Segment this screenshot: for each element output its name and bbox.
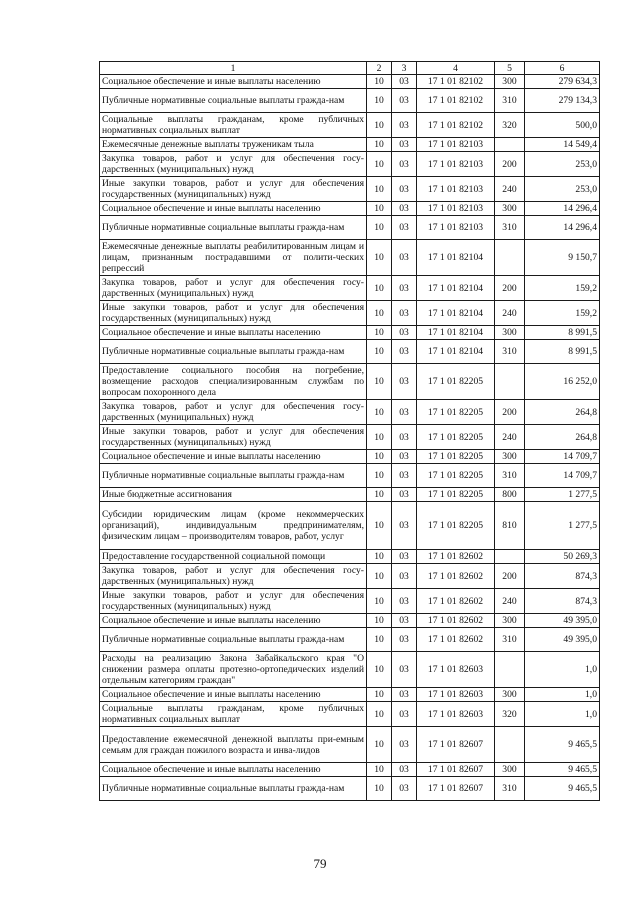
expense-type-cell: 200: [495, 400, 525, 425]
table-row: [100, 138, 600, 152]
row-name-cell: Субсидии юридическим лицам (кроме некоммерческих организаций), индивидуальным предпринимателям, физическим лицам – производителям товаров, работ, услуг: [100, 502, 367, 550]
section-cell: 10: [367, 464, 392, 488]
table-row: [100, 702, 600, 727]
table-row: [100, 488, 600, 502]
table-row: [100, 276, 600, 301]
expense-type-cell: 310: [495, 216, 525, 240]
expense-type-cell: 240: [495, 589, 525, 614]
table-row: [100, 550, 600, 564]
subsection-cell: 03: [392, 628, 417, 652]
page-number: 79: [313, 856, 327, 871]
row-name-cell: Закупка товаров, работ и услуг для обеспечения госу-дарственных (муниципальных) нужд: [100, 564, 367, 589]
target-article-cell: 17 1 01 82205: [417, 400, 495, 425]
row-name-cell: Иные закупки товаров, работ и услуг для обеспечения государственных (муниципальных) нужд: [100, 177, 367, 202]
expense-type-cell: 240: [495, 425, 525, 450]
row-name-cell: Публичные нормативные социальные выплаты гражда-нам: [100, 464, 367, 488]
target-article-cell: 17 1 01 82103: [417, 177, 495, 202]
table-row: [100, 177, 600, 202]
row-name-cell: Ежемесячные денежные выплаты труженикам тыла: [100, 138, 367, 152]
expense-type-cell: 240: [495, 301, 525, 326]
row-name-cell: Закупка товаров, работ и услуг для обеспечения госу-дарственных (муниципальных) нужд: [100, 276, 367, 301]
section-cell: 10: [367, 177, 392, 202]
subsection-cell: 03: [392, 450, 417, 464]
target-article-cell: 17 1 01 82104: [417, 340, 495, 364]
subsection-cell: 03: [392, 502, 417, 550]
expense-type-cell: 300: [495, 614, 525, 628]
expense-type-cell: 800: [495, 488, 525, 502]
target-article-cell: 17 1 01 82102: [417, 89, 495, 113]
amount-cell: 14 296,4: [525, 216, 600, 240]
section-cell: 10: [367, 89, 392, 113]
expense-type-cell: 240: [495, 177, 525, 202]
expense-type-cell: 300: [495, 450, 525, 464]
target-article-cell: 17 1 01 82607: [417, 727, 495, 763]
amount-cell: 1,0: [525, 702, 600, 727]
amount-cell: 1 277,5: [525, 502, 600, 550]
subsection-cell: 03: [392, 702, 417, 727]
target-article-cell: 17 1 01 82602: [417, 614, 495, 628]
subsection-cell: 03: [392, 216, 417, 240]
expense-type-cell: 810: [495, 502, 525, 550]
target-article-cell: 17 1 01 82205: [417, 488, 495, 502]
section-cell: 10: [367, 400, 392, 425]
row-name-cell: Публичные нормативные социальные выплаты гражда-нам: [100, 216, 367, 240]
target-article-cell: 17 1 01 82603: [417, 702, 495, 727]
section-cell: 10: [367, 688, 392, 702]
expense-type-cell: 310: [495, 464, 525, 488]
row-name-cell: Социальное обеспечение и иные выплаты населению: [100, 326, 367, 340]
column-header: 3: [392, 62, 417, 75]
target-article-cell: 17 1 01 82205: [417, 450, 495, 464]
subsection-cell: 03: [392, 177, 417, 202]
section-cell: 10: [367, 113, 392, 138]
subsection-cell: 03: [392, 652, 417, 688]
target-article-cell: 17 1 01 82602: [417, 550, 495, 564]
table-row: [100, 450, 600, 464]
expense-type-cell: 310: [495, 777, 525, 801]
row-name-cell: Предоставление государственной социальной помощи: [100, 550, 367, 564]
table-row: [100, 301, 600, 326]
table-row: [100, 777, 600, 801]
subsection-cell: 03: [392, 340, 417, 364]
column-header: 2: [367, 62, 392, 75]
target-article-cell: 17 1 01 82602: [417, 589, 495, 614]
subsection-cell: 03: [392, 425, 417, 450]
subsection-cell: 03: [392, 550, 417, 564]
target-article-cell: 17 1 01 82205: [417, 364, 495, 400]
amount-cell: 9 465,5: [525, 777, 600, 801]
row-name-cell: Социальное обеспечение и иные выплаты населению: [100, 75, 367, 89]
section-cell: 10: [367, 502, 392, 550]
amount-cell: 8 991,5: [525, 340, 600, 364]
row-name-cell: Социальное обеспечение и иные выплаты населению: [100, 202, 367, 216]
section-cell: 10: [367, 777, 392, 801]
section-cell: 10: [367, 450, 392, 464]
subsection-cell: 03: [392, 589, 417, 614]
amount-cell: 9 465,5: [525, 763, 600, 777]
target-article-cell: 17 1 01 82603: [417, 688, 495, 702]
section-cell: 10: [367, 628, 392, 652]
subsection-cell: 03: [392, 400, 417, 425]
row-name-cell: Публичные нормативные социальные выплаты гражда-нам: [100, 777, 367, 801]
table-row: [100, 502, 600, 550]
subsection-cell: 03: [392, 75, 417, 89]
amount-cell: 159,2: [525, 276, 600, 301]
target-article-cell: 17 1 01 82104: [417, 326, 495, 340]
table-row: [100, 628, 600, 652]
expense-type-cell: 310: [495, 89, 525, 113]
section-cell: 10: [367, 364, 392, 400]
amount-cell: 49 395,0: [525, 628, 600, 652]
target-article-cell: 17 1 01 82103: [417, 152, 495, 177]
table-row: [100, 216, 600, 240]
table-row: [100, 340, 600, 364]
expense-type-cell: [495, 550, 525, 564]
section-cell: 10: [367, 589, 392, 614]
target-article-cell: 17 1 01 82104: [417, 301, 495, 326]
target-article-cell: 17 1 01 82103: [417, 138, 495, 152]
row-name-cell: Иные закупки товаров, работ и услуг для обеспечения государственных (муниципальных) нужд: [100, 425, 367, 450]
budget-table: [99, 61, 600, 801]
amount-cell: 1,0: [525, 688, 600, 702]
amount-cell: 14 709,7: [525, 464, 600, 488]
target-article-cell: 17 1 01 82102: [417, 75, 495, 89]
expense-type-cell: 320: [495, 702, 525, 727]
section-cell: 10: [367, 326, 392, 340]
table-row: [100, 240, 600, 276]
section-cell: 10: [367, 702, 392, 727]
amount-cell: 14 296,4: [525, 202, 600, 216]
amount-cell: 9 465,5: [525, 727, 600, 763]
expense-type-cell: 300: [495, 202, 525, 216]
target-article-cell: 17 1 01 82602: [417, 628, 495, 652]
expense-type-cell: [495, 364, 525, 400]
row-name-cell: Ежемесячные денежные выплаты реабилитированным лицам и лицам, признанным пострадавшими от полити-ческих репрессий: [100, 240, 367, 276]
expense-type-cell: 200: [495, 564, 525, 589]
subsection-cell: 03: [392, 464, 417, 488]
amount-cell: 279 134,3: [525, 89, 600, 113]
column-header: 1: [100, 62, 367, 75]
section-cell: 10: [367, 652, 392, 688]
expense-type-cell: 300: [495, 763, 525, 777]
target-article-cell: 17 1 01 82104: [417, 240, 495, 276]
subsection-cell: 03: [392, 763, 417, 777]
expense-type-cell: 320: [495, 113, 525, 138]
section-cell: 10: [367, 301, 392, 326]
row-name-cell: Предоставление социального пособия на погребение, возмещение расходов специализированным службам по вопросам похоронного дела: [100, 364, 367, 400]
section-cell: 10: [367, 564, 392, 589]
table-row: [100, 152, 600, 177]
expense-type-cell: 300: [495, 326, 525, 340]
row-name-cell: Социальные выплаты гражданам, кроме публичных нормативных социальных выплат: [100, 113, 367, 138]
expense-type-cell: [495, 138, 525, 152]
target-article-cell: 17 1 01 82205: [417, 464, 495, 488]
table-body: [100, 75, 600, 801]
table-row: [100, 614, 600, 628]
table-row: [100, 425, 600, 450]
column-header: 4: [417, 62, 495, 75]
row-name-cell: Публичные нормативные социальные выплаты гражда-нам: [100, 340, 367, 364]
row-name-cell: Публичные нормативные социальные выплаты гражда-нам: [100, 89, 367, 113]
amount-cell: 279 634,3: [525, 75, 600, 89]
expense-type-cell: 300: [495, 688, 525, 702]
subsection-cell: 03: [392, 777, 417, 801]
amount-cell: 49 395,0: [525, 614, 600, 628]
subsection-cell: 03: [392, 113, 417, 138]
table-row: [100, 464, 600, 488]
amount-cell: 14 549,4: [525, 138, 600, 152]
subsection-cell: 03: [392, 364, 417, 400]
target-article-cell: 17 1 01 82205: [417, 425, 495, 450]
target-article-cell: 17 1 01 82104: [417, 276, 495, 301]
target-article-cell: 17 1 01 82102: [417, 113, 495, 138]
amount-cell: 9 150,7: [525, 240, 600, 276]
subsection-cell: 03: [392, 688, 417, 702]
expense-type-cell: [495, 727, 525, 763]
amount-cell: 874,3: [525, 589, 600, 614]
target-article-cell: 17 1 01 82205: [417, 502, 495, 550]
amount-cell: 264,8: [525, 425, 600, 450]
table-row: [100, 400, 600, 425]
amount-cell: 159,2: [525, 301, 600, 326]
table-row: [100, 89, 600, 113]
target-article-cell: 17 1 01 82607: [417, 777, 495, 801]
row-name-cell: Социальное обеспечение и иные выплаты населению: [100, 614, 367, 628]
amount-cell: 1 277,5: [525, 488, 600, 502]
target-article-cell: 17 1 01 82602: [417, 564, 495, 589]
row-name-cell: Иные закупки товаров, работ и услуг для обеспечения государственных (муниципальных) нужд: [100, 301, 367, 326]
amount-cell: 1,0: [525, 652, 600, 688]
target-article-cell: 17 1 01 82103: [417, 216, 495, 240]
amount-cell: 16 252,0: [525, 364, 600, 400]
section-cell: 10: [367, 425, 392, 450]
section-cell: 10: [367, 216, 392, 240]
amount-cell: 8 991,5: [525, 326, 600, 340]
table-row: [100, 564, 600, 589]
amount-cell: 253,0: [525, 152, 600, 177]
subsection-cell: 03: [392, 276, 417, 301]
subsection-cell: 03: [392, 564, 417, 589]
section-cell: 10: [367, 138, 392, 152]
row-name-cell: Расходы на реализацию Закона Забайкальского края "О снижении размера оплаты протезно-ортопедических изделий отдельным категориям граждан": [100, 652, 367, 688]
section-cell: 10: [367, 152, 392, 177]
target-article-cell: 17 1 01 82103: [417, 202, 495, 216]
table-header-row: [100, 62, 600, 75]
expense-type-cell: 310: [495, 340, 525, 364]
table-row: [100, 75, 600, 89]
expense-type-cell: 310: [495, 628, 525, 652]
expense-type-cell: [495, 240, 525, 276]
subsection-cell: 03: [392, 301, 417, 326]
expense-type-cell: 200: [495, 276, 525, 301]
section-cell: 10: [367, 550, 392, 564]
table-row: [100, 364, 600, 400]
row-name-cell: Социальное обеспечение и иные выплаты населению: [100, 450, 367, 464]
amount-cell: 50 269,3: [525, 550, 600, 564]
section-cell: 10: [367, 75, 392, 89]
row-name-cell: Иные бюджетные ассигнования: [100, 488, 367, 502]
section-cell: 10: [367, 340, 392, 364]
column-header: 6: [525, 62, 600, 75]
table-row: [100, 202, 600, 216]
target-article-cell: 17 1 01 82607: [417, 763, 495, 777]
subsection-cell: 03: [392, 138, 417, 152]
row-name-cell: Предоставление ежемесячной денежной выплаты при-емным семьям для граждан пожилого возраста и инва-лидов: [100, 727, 367, 763]
table-row: [100, 589, 600, 614]
subsection-cell: 03: [392, 240, 417, 276]
row-name-cell: Публичные нормативные социальные выплаты гражда-нам: [100, 628, 367, 652]
row-name-cell: Иные закупки товаров, работ и услуг для обеспечения государственных (муниципальных) нужд: [100, 589, 367, 614]
table-row: [100, 652, 600, 688]
amount-cell: 874,3: [525, 564, 600, 589]
section-cell: 10: [367, 614, 392, 628]
subsection-cell: 03: [392, 152, 417, 177]
section-cell: 10: [367, 488, 392, 502]
table-row: [100, 763, 600, 777]
row-name-cell: Закупка товаров, работ и услуг для обеспечения госу-дарственных (муниципальных) нужд: [100, 152, 367, 177]
table-row: [100, 113, 600, 138]
row-name-cell: Социальное обеспечение и иные выплаты населению: [100, 688, 367, 702]
section-cell: 10: [367, 240, 392, 276]
amount-cell: 14 709,7: [525, 450, 600, 464]
subsection-cell: 03: [392, 89, 417, 113]
table-row: [100, 688, 600, 702]
row-name-cell: Закупка товаров, работ и услуг для обеспечения госу-дарственных (муниципальных) нужд: [100, 400, 367, 425]
section-cell: 10: [367, 276, 392, 301]
section-cell: 10: [367, 202, 392, 216]
column-header: 5: [495, 62, 525, 75]
row-name-cell: Социальные выплаты гражданам, кроме публичных нормативных социальных выплат: [100, 702, 367, 727]
row-name-cell: Социальное обеспечение и иные выплаты населению: [100, 763, 367, 777]
section-cell: 10: [367, 727, 392, 763]
subsection-cell: 03: [392, 614, 417, 628]
expense-type-cell: [495, 652, 525, 688]
subsection-cell: 03: [392, 727, 417, 763]
target-article-cell: 17 1 01 82603: [417, 652, 495, 688]
expense-type-cell: 200: [495, 152, 525, 177]
expense-type-cell: 300: [495, 75, 525, 89]
subsection-cell: 03: [392, 488, 417, 502]
table-row: [100, 326, 600, 340]
amount-cell: 264,8: [525, 400, 600, 425]
subsection-cell: 03: [392, 202, 417, 216]
amount-cell: 253,0: [525, 177, 600, 202]
section-cell: 10: [367, 763, 392, 777]
table-row: [100, 727, 600, 763]
amount-cell: 500,0: [525, 113, 600, 138]
subsection-cell: 03: [392, 326, 417, 340]
